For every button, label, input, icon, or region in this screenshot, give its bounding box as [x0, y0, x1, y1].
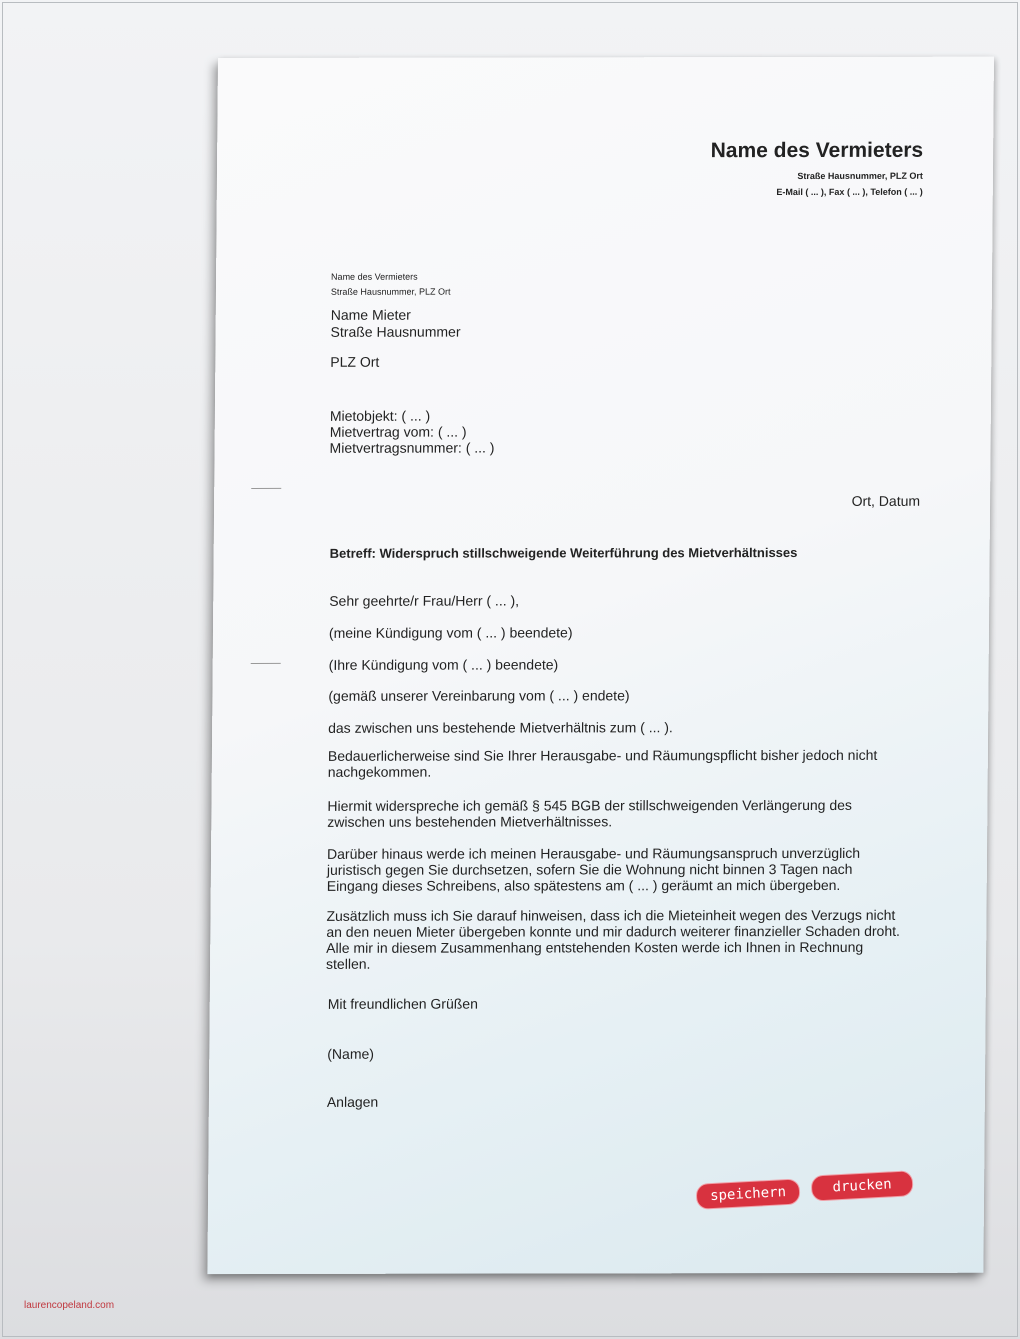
recipient-city: PLZ Ort	[330, 353, 380, 370]
save-button[interactable]: speichern	[696, 1178, 801, 1210]
place-date: Ort, Datum	[851, 492, 921, 509]
paragraph-4: Zusätzlich muss ich Sie darauf hinweisen, dass ich die Mieteinheit wegen des Verzugs nicht an den neuen Mieter übergeben konnte und mir dadurch weiterer finanzieller Schaden droht. Alle mir in diesem Zusammenhang entstehenden Kosten werde ich Ihnen in Rechnung stellen.	[326, 906, 901, 972]
signature: (Name)	[327, 1045, 375, 1062]
fold-mark	[251, 488, 281, 489]
sender-name: Name des Vermieters	[710, 138, 924, 163]
option-3: (gemäß unserer Vereinbarung vom ( ... ) endete)	[328, 687, 630, 704]
paragraph-2: Hiermit widerspreche ich gemäß § 545 BGB der stillschweigenden Verlängerung des zwischen uns bestehenden Mietverhältnisses.	[327, 796, 853, 830]
ref-contract-number: Mietvertragsnummer: ( ... )	[329, 439, 495, 456]
attachments: Anlagen	[326, 1093, 379, 1110]
subject: Betreff: Widerspruch stillschweigende Weiterführung des Mietverhältnisses	[329, 545, 798, 561]
closing: Mit freundlichen Grüßen	[327, 995, 478, 1012]
watermark: laurencopeland.com	[24, 1300, 115, 1311]
recipient-name: Name Mieter	[330, 306, 411, 323]
print-button[interactable]: drucken	[811, 1170, 914, 1201]
paragraph-3: Darüber hinaus werde ich meinen Herausgabe- und Räumungsanspruch unverzüglich juristisch gegen Sie durchsetzen, sofern Sie die Wohnung nicht binnen 3 Tagen nach Eingang dieses Schreibens, also spätestens am ( ... ) geräumt an mich übergeben.	[326, 844, 861, 894]
tenancy-end: das zwischen uns bestehende Mietverhältnis zum ( ... ).	[328, 719, 673, 736]
punch-mark	[251, 663, 281, 664]
option-2: (Ihre Kündigung vom ( ... ) beendete)	[328, 656, 559, 673]
ref-object: Mietobjekt: ( ... )	[329, 407, 431, 424]
return-address-line1: Name des Vermieters	[331, 271, 418, 282]
sender-contact: E-Mail ( ... ), Fax ( ... ), Telefon ( ... )	[776, 186, 923, 198]
return-address-line2: Straße Hausnummer, PLZ Ort	[330, 286, 451, 297]
letter-page	[207, 57, 994, 1274]
paragraph-1: Bedauerlicherweise sind Sie Ihrer Herausgabe- und Räumungspflicht bisher jedoch nicht nachgekommen.	[327, 746, 878, 780]
sender-address: Straße Hausnummer, PLZ Ort	[797, 170, 923, 181]
option-1: (meine Kündigung vom ( ... ) beendete)	[328, 624, 573, 641]
salutation: Sehr geehrte/r Frau/Herr ( ... ),	[329, 592, 520, 609]
recipient-street: Straße Hausnummer	[330, 323, 461, 340]
ref-contract-date: Mietvertrag vom: ( ... )	[329, 423, 467, 440]
